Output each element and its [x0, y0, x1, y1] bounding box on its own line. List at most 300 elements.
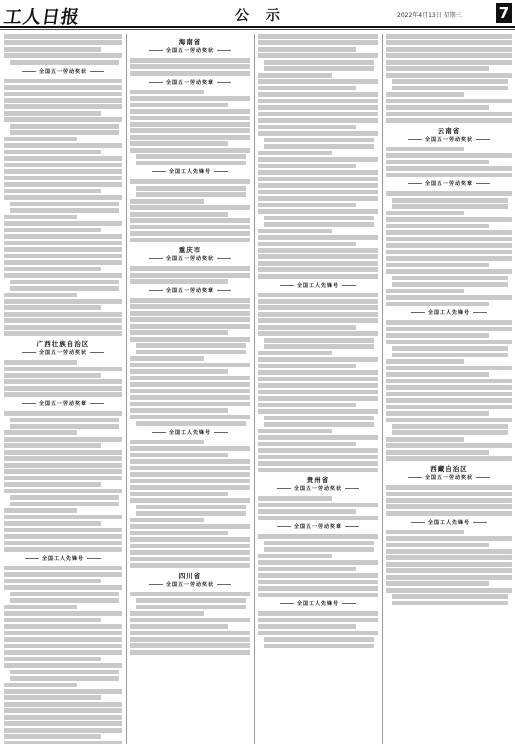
- section-heading: [4, 339, 122, 356]
- text-block: [4, 360, 122, 397]
- text-line: [4, 104, 122, 109]
- section-heading: [130, 571, 250, 588]
- text-line: [386, 562, 512, 567]
- text-line: [4, 40, 122, 45]
- text-line: [4, 547, 122, 552]
- text-line: [386, 492, 512, 497]
- text-line: [258, 242, 356, 247]
- text-line: [386, 530, 464, 535]
- text-line: [258, 151, 332, 156]
- text-column-4: [386, 34, 512, 744]
- text-line: [386, 366, 512, 371]
- text-line: [136, 505, 246, 510]
- text-line: [136, 186, 246, 191]
- region-name: 四川省: [178, 571, 202, 580]
- award-heading: 全国工人先锋号: [258, 282, 378, 289]
- text-line: [258, 586, 378, 591]
- award-heading: 全国工人先锋号: [386, 309, 512, 316]
- text-line: [130, 317, 250, 322]
- text-line: [130, 212, 228, 217]
- text-line: [258, 190, 378, 195]
- award-heading: 全国五一劳动奖状: [130, 255, 250, 262]
- text-line: [4, 663, 122, 668]
- text-line: [4, 728, 122, 733]
- text-line: [130, 459, 250, 464]
- text-line: [386, 411, 489, 416]
- text-line: [386, 327, 512, 332]
- text-block: [386, 34, 512, 123]
- text-line: [130, 298, 250, 303]
- text-line: [130, 485, 250, 490]
- text-line: [386, 66, 489, 71]
- text-line: [386, 211, 464, 216]
- text-line: [392, 430, 508, 435]
- text-line: [4, 528, 122, 533]
- text-line: [386, 555, 512, 560]
- text-line: [258, 325, 356, 330]
- text-line: [258, 631, 378, 636]
- section-heading: [258, 282, 378, 289]
- text-line: [386, 398, 512, 403]
- text-line: [258, 53, 378, 58]
- text-block: [4, 79, 122, 336]
- text-line: [258, 293, 378, 298]
- text-line: [258, 112, 378, 117]
- text-line: [264, 547, 374, 552]
- text-line: [258, 203, 356, 208]
- text-line: [10, 280, 119, 285]
- text-line: [258, 593, 378, 598]
- text-line: [4, 508, 77, 513]
- text-line: [130, 524, 250, 529]
- text-line: [264, 344, 374, 349]
- text-line: [4, 618, 101, 623]
- text-line: [4, 644, 122, 649]
- award-heading: 全国工人先锋号: [258, 600, 378, 607]
- text-line: [130, 205, 250, 210]
- text-line: [386, 405, 512, 410]
- text-line: [258, 299, 378, 304]
- text-line: [386, 34, 512, 39]
- text-line: [258, 331, 378, 336]
- section-heading: [130, 287, 250, 294]
- text-line: [4, 195, 122, 200]
- text-line: [258, 390, 378, 395]
- text-line: [258, 318, 378, 323]
- text-line: [258, 105, 378, 110]
- text-line: [386, 418, 512, 423]
- text-line: [386, 243, 512, 248]
- text-column-1: [4, 34, 122, 744]
- text-block: [258, 293, 378, 473]
- text-line: [130, 498, 250, 503]
- text-line: [386, 60, 512, 65]
- text-line: [386, 450, 489, 455]
- text-column-3: [258, 34, 378, 744]
- section-heading: [258, 475, 378, 492]
- text-line: [4, 182, 122, 187]
- text-line: [4, 98, 122, 103]
- award-heading: 全国五一劳动奖状: [130, 47, 250, 54]
- text-line: [4, 579, 101, 584]
- text-line: [386, 160, 489, 165]
- text-line: [4, 379, 122, 384]
- text-line: [264, 216, 374, 221]
- text-line: [392, 353, 508, 358]
- section-heading: [258, 523, 378, 530]
- text-line: [4, 267, 101, 272]
- text-line: [258, 560, 378, 565]
- award-heading: 全国五一劳动奖状: [4, 68, 122, 75]
- region-name: 重庆市: [178, 246, 202, 255]
- text-line: [386, 443, 512, 448]
- text-line: [4, 247, 122, 252]
- section-heading: [4, 400, 122, 407]
- text-line: [4, 689, 122, 694]
- text-line: [130, 225, 250, 230]
- text-line: [130, 531, 228, 536]
- text-line: [392, 594, 508, 599]
- section-heading: [386, 126, 512, 143]
- text-line: [264, 60, 374, 65]
- award-heading: 全国工人先锋号: [130, 429, 250, 436]
- region-name: 海南省: [178, 38, 202, 46]
- text-line: [4, 260, 122, 265]
- text-block: [258, 496, 378, 520]
- text-block: [258, 534, 378, 597]
- text-line: [130, 563, 250, 568]
- text-line: [4, 215, 77, 220]
- text-line: [386, 485, 512, 490]
- text-line: [130, 218, 250, 223]
- text-line: [258, 455, 378, 460]
- text-line: [386, 224, 489, 229]
- text-line: [136, 350, 246, 355]
- text-line: [130, 382, 250, 387]
- text-line: [136, 421, 246, 426]
- text-line: [258, 396, 378, 401]
- masthead-thin-rule: [0, 29, 515, 30]
- text-line: [258, 516, 378, 521]
- text-line: [386, 53, 512, 58]
- text-line: [258, 624, 356, 629]
- text-line: [386, 320, 512, 325]
- text-block: [130, 179, 250, 242]
- text-line: [4, 683, 77, 688]
- text-line: [136, 154, 246, 159]
- text-line: [258, 40, 378, 45]
- text-line: [4, 92, 122, 97]
- text-line: [130, 631, 250, 636]
- text-line: [4, 273, 122, 278]
- text-line: [386, 372, 489, 377]
- text-line: [10, 598, 119, 603]
- section-heading: [130, 168, 250, 175]
- text-line: [258, 573, 378, 578]
- text-line: [386, 40, 512, 45]
- section-heading: [258, 600, 378, 607]
- text-line: [130, 199, 204, 204]
- text-line: [258, 429, 332, 434]
- text-line: [4, 305, 101, 310]
- section-heading: [4, 68, 122, 75]
- text-line: [4, 443, 101, 448]
- text-line: [386, 456, 512, 461]
- text-line: [130, 472, 250, 477]
- text-block: [386, 530, 512, 606]
- text-line: [258, 274, 378, 279]
- text-line: [130, 453, 228, 458]
- text-block: [130, 440, 250, 568]
- text-line: [4, 572, 122, 577]
- text-line: [130, 389, 250, 394]
- text-line: [264, 644, 374, 649]
- text-line: [264, 338, 374, 343]
- section-heading: [4, 555, 122, 562]
- text-line: [4, 331, 122, 336]
- section-heading: [386, 464, 512, 481]
- text-line: [386, 217, 512, 222]
- award-heading: 全国五一劳动奖状: [258, 485, 378, 492]
- column-divider: [254, 34, 255, 744]
- text-line: [10, 60, 119, 65]
- text-line: [258, 267, 378, 272]
- text-line: [4, 221, 122, 226]
- text-line: [258, 229, 332, 234]
- text-line: [4, 299, 122, 304]
- text-line: [258, 248, 378, 253]
- text-line: [4, 585, 122, 590]
- text-line: [130, 446, 250, 451]
- text-line: [258, 183, 378, 188]
- text-line: [130, 624, 228, 629]
- text-line: [10, 495, 119, 500]
- text-line: [130, 64, 250, 69]
- text-line: [130, 376, 250, 381]
- text-line: [130, 518, 204, 523]
- text-line: [386, 256, 512, 261]
- text-line: [136, 192, 246, 197]
- text-line: [258, 164, 356, 169]
- text-line: [258, 261, 378, 266]
- text-line: [10, 202, 119, 207]
- text-line: [258, 461, 378, 466]
- text-line: [258, 435, 378, 440]
- award-heading: 全国工人先锋号: [386, 519, 512, 526]
- text-line: [130, 330, 228, 335]
- text-line: [4, 437, 122, 442]
- text-line: [130, 148, 250, 153]
- text-line: [4, 228, 101, 233]
- text-column-2: [130, 34, 250, 744]
- award-heading: 全国五一劳动奖状: [386, 136, 512, 143]
- text-block: [130, 58, 250, 76]
- text-line: [258, 118, 378, 123]
- text-line: [386, 588, 512, 593]
- text-line: [130, 611, 204, 616]
- text-line: [4, 456, 122, 461]
- text-line: [130, 356, 204, 361]
- text-line: [386, 568, 512, 573]
- text-line: [258, 351, 332, 356]
- region-name: 西藏自治区: [430, 465, 468, 474]
- text-line: [4, 143, 122, 148]
- text-block: [386, 485, 512, 516]
- text-line: [386, 340, 512, 345]
- text-line: [386, 392, 512, 397]
- text-line: [130, 618, 250, 623]
- text-line: [4, 111, 101, 116]
- text-line: [4, 360, 77, 365]
- page-title: 公 示: [235, 8, 286, 24]
- text-line: [130, 90, 204, 95]
- text-line: [10, 130, 119, 135]
- text-line: [4, 708, 122, 713]
- text-line: [258, 383, 378, 388]
- text-line: [4, 34, 122, 39]
- text-line: [130, 537, 250, 542]
- award-heading: 全国五一劳动奖章: [130, 79, 250, 86]
- text-line: [4, 521, 101, 526]
- text-line: [4, 702, 122, 707]
- section-heading: [130, 79, 250, 86]
- text-line: [10, 286, 119, 291]
- text-line: [4, 463, 122, 468]
- text-line: [4, 79, 122, 84]
- text-block: [386, 191, 512, 306]
- text-line: [392, 346, 508, 351]
- masthead: [0, 0, 515, 26]
- text-line: [386, 511, 512, 516]
- text-line: [10, 424, 119, 429]
- text-line: [258, 618, 378, 623]
- section-heading: [386, 519, 512, 526]
- text-line: [4, 611, 122, 616]
- text-line: [386, 118, 512, 123]
- text-line: [130, 415, 250, 420]
- text-block: [258, 34, 378, 279]
- text-line: [258, 73, 332, 78]
- text-line: [264, 422, 374, 427]
- text-line: [130, 304, 250, 309]
- text-line: [258, 534, 378, 539]
- text-line: [4, 234, 122, 239]
- text-line: [386, 302, 489, 307]
- text-line: [258, 448, 378, 453]
- text-line: [392, 86, 508, 91]
- text-line: [258, 403, 356, 408]
- text-line: [386, 333, 489, 338]
- section-heading: [130, 37, 250, 54]
- text-line: [386, 295, 512, 300]
- text-line: [4, 392, 122, 397]
- text-line: [130, 650, 250, 655]
- section-heading: [130, 245, 250, 262]
- text-block: [386, 147, 512, 178]
- text-line: [4, 534, 122, 539]
- text-line: [392, 424, 508, 429]
- text-line: [130, 141, 228, 146]
- text-line: [10, 502, 119, 507]
- text-line: [4, 741, 122, 744]
- text-line: [392, 601, 508, 606]
- text-line: [130, 637, 250, 642]
- text-block: [130, 266, 250, 284]
- text-line: [4, 482, 101, 487]
- text-block: [4, 34, 122, 65]
- text-line: [130, 71, 250, 76]
- text-line: [4, 541, 122, 546]
- text-line: [386, 437, 464, 442]
- text-line: [386, 359, 464, 364]
- text-line: [130, 273, 250, 278]
- award-heading: 全国五一劳动奖章: [386, 180, 512, 187]
- text-line: [4, 156, 122, 161]
- text-line: [130, 363, 250, 368]
- text-line: [130, 544, 250, 549]
- text-line: [10, 418, 119, 423]
- text-block: [130, 90, 250, 166]
- text-line: [392, 282, 508, 287]
- text-line: [136, 343, 246, 348]
- text-line: [136, 598, 246, 603]
- text-line: [258, 611, 378, 616]
- text-line: [386, 543, 489, 548]
- text-block: [386, 320, 512, 461]
- text-line: [258, 131, 378, 136]
- text-line: [4, 176, 122, 181]
- text-line: [4, 53, 122, 58]
- text-line: [258, 99, 378, 104]
- text-line: [4, 47, 101, 52]
- text-line: [130, 466, 250, 471]
- text-line: [386, 147, 464, 152]
- text-line: [130, 122, 250, 127]
- text-line: [4, 150, 101, 155]
- text-line: [258, 357, 378, 362]
- text-line: [4, 117, 122, 122]
- section-heading: [386, 309, 512, 316]
- text-line: [386, 99, 512, 104]
- award-heading: 全国工人先锋号: [130, 168, 250, 175]
- text-line: [386, 536, 512, 541]
- text-line: [258, 364, 356, 369]
- text-line: [386, 73, 512, 78]
- text-line: [386, 47, 512, 52]
- page-number-badge: 7: [496, 3, 512, 23]
- text-line: [130, 58, 250, 63]
- text-line: [4, 631, 122, 636]
- text-line: [4, 489, 122, 494]
- text-line: [130, 135, 250, 140]
- text-line: [386, 191, 512, 196]
- text-line: [130, 311, 250, 316]
- text-block: [130, 298, 250, 426]
- text-line: [264, 416, 374, 421]
- text-line: [386, 237, 512, 242]
- text-line: [386, 92, 464, 97]
- text-line: [258, 580, 378, 585]
- text-line: [4, 312, 122, 317]
- issue-date: 2022年4月13日 星期三: [397, 12, 462, 19]
- text-line: [258, 509, 356, 514]
- award-heading: 全国五一劳动奖章: [258, 523, 378, 530]
- text-line: [4, 734, 101, 739]
- section-heading: [386, 180, 512, 187]
- text-line: [258, 125, 356, 130]
- text-line: [386, 289, 464, 294]
- text-line: [258, 496, 332, 501]
